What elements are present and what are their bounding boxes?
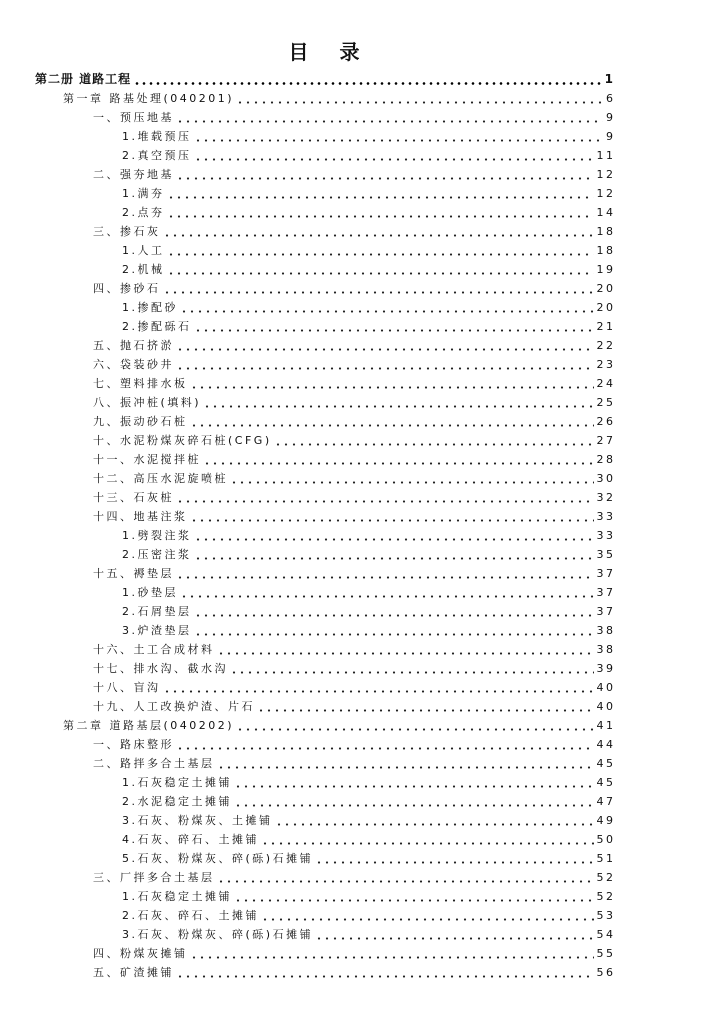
toc-entry-title: 1.满夯 [122, 187, 165, 200]
toc-entry-page-number: 52 [596, 871, 616, 884]
toc-entry-page-number: 47 [596, 795, 616, 808]
toc-section-entry [35, 355, 616, 374]
toc-section-entry [35, 944, 616, 963]
toc-entry-title: 十、水泥粉煤灰碎石桩(CFG) [93, 434, 272, 447]
toc-dot-leader [234, 773, 594, 792]
toc-entry-page-number: 37 [596, 605, 616, 618]
toc-entry-title: 十三、石灰桩 [93, 491, 174, 504]
toc-subsection-entry [35, 545, 616, 564]
toc-chapter-entry [35, 89, 616, 108]
toc-dot-leader [234, 792, 594, 811]
toc-subsection-entry [35, 621, 616, 640]
toc-entry-title: 一、预压地基 [93, 111, 174, 124]
toc-entry-page-number: 38 [596, 624, 616, 637]
toc-dot-leader [217, 754, 594, 773]
toc-dot-leader [190, 507, 594, 526]
toc-entry-title: 2.水泥稳定土摊铺 [122, 795, 232, 808]
toc-entry-page-number: 50 [596, 833, 616, 846]
toc-subsection-entry [35, 887, 616, 906]
toc-entry-title: 1.劈裂注浆 [122, 529, 192, 542]
toc-entry-page-number: 1 [604, 72, 614, 86]
toc-entry-title: 十八、盲沟 [93, 681, 161, 694]
toc-entry-page-number: 24 [596, 377, 616, 390]
toc-entry-title: 2.机械 [122, 263, 165, 276]
toc-entry-title: 十六、土工合成材料 [93, 643, 215, 656]
toc-dot-leader [236, 716, 593, 735]
toc-subsection-entry [35, 811, 616, 830]
toc-dot-leader [194, 621, 594, 640]
toc-dot-leader [234, 887, 594, 906]
toc-entry-page-number: 11 [596, 149, 616, 162]
toc-subsection-entry [35, 602, 616, 621]
toc-entry-title: 4.石灰、碎石、土摊铺 [122, 833, 259, 846]
toc-dot-leader [194, 526, 594, 545]
toc-dot-leader [194, 146, 594, 165]
toc-dot-leader [257, 697, 594, 716]
toc-entry-page-number: 38 [596, 643, 616, 656]
toc-dot-leader [167, 241, 594, 260]
toc-section-entry [35, 640, 616, 659]
toc-entry-page-number: 12 [596, 168, 616, 181]
toc-entry-title: 第一章 路基处理(040201) [63, 92, 235, 105]
toc-dot-leader [190, 944, 594, 963]
toc-subsection-entry [35, 298, 616, 317]
toc-dot-leader [261, 906, 594, 925]
toc-dot-leader [275, 811, 594, 830]
toc-entry-page-number: 6 [606, 92, 616, 105]
toc-entry-title: 四、掺砂石 [93, 282, 161, 295]
toc-section-entry [35, 868, 616, 887]
toc-entry-page-number: 12 [596, 187, 616, 200]
toc-entry-page-number: 49 [596, 814, 616, 827]
toc-subsection-entry [35, 773, 616, 792]
toc-dot-leader [194, 127, 604, 146]
toc-subsection-entry [35, 184, 616, 203]
toc-entry-title: 第二章 道路基层(040202) [63, 719, 235, 732]
toc-entry-page-number: 9 [606, 130, 616, 143]
toc-entry-page-number: 30 [596, 472, 616, 485]
toc-section-entry [35, 659, 616, 678]
toc-section-entry [35, 963, 616, 982]
toc-section-entry [35, 488, 616, 507]
toc-subsection-entry [35, 127, 616, 146]
toc-entry-page-number: 33 [596, 529, 616, 542]
toc-entry-page-number: 28 [596, 453, 616, 466]
toc-entry-page-number: 35 [596, 548, 616, 561]
toc-dot-leader [180, 298, 594, 317]
toc-entry-page-number: 45 [596, 757, 616, 770]
toc-subsection-entry [35, 849, 616, 868]
toc-section-entry [35, 336, 616, 355]
toc-entry-title: 三、厂拌多合土基层 [93, 871, 215, 884]
toc-chapter-entry [35, 716, 616, 735]
toc-entry-title: 六、袋装砂井 [93, 358, 174, 371]
toc-dot-leader [261, 830, 594, 849]
toc-section-entry [35, 165, 616, 184]
toc-dot-leader [176, 336, 594, 355]
toc-dot-leader [230, 469, 594, 488]
toc-entry-title: 第二册 道路工程 [35, 72, 132, 86]
toc-entry-title: 2.掺配砾石 [122, 320, 192, 333]
toc-dot-leader [194, 602, 594, 621]
toc-entry-page-number: 18 [596, 244, 616, 257]
toc-dot-leader [180, 583, 594, 602]
toc-dot-leader [236, 89, 603, 108]
toc-section-entry [35, 450, 616, 469]
toc-dot-leader [274, 431, 594, 450]
toc-section-entry [35, 564, 616, 583]
toc-entry-page-number: 33 [596, 510, 616, 523]
toc-section-entry [35, 431, 616, 450]
toc-entry-title: 1.砂垫层 [122, 586, 178, 599]
toc-entry-page-number: 21 [596, 320, 616, 333]
toc-dot-leader [167, 203, 594, 222]
toc-section-entry [35, 678, 616, 697]
toc-entry-title: 2.石灰、碎石、土摊铺 [122, 909, 259, 922]
toc-entry-page-number: 23 [596, 358, 616, 371]
toc-subsection-entry [35, 792, 616, 811]
toc-subsection-entry [35, 906, 616, 925]
toc-section-entry [35, 469, 616, 488]
toc-dot-leader [176, 355, 594, 374]
toc-dot-leader [190, 412, 594, 431]
toc-entry-title: 四、粉煤灰摊铺 [93, 947, 188, 960]
toc-section-entry [35, 697, 616, 716]
toc-subsection-entry [35, 925, 616, 944]
toc-section-entry [35, 108, 616, 127]
toc-entry-page-number: 19 [596, 263, 616, 276]
toc-section-entry [35, 507, 616, 526]
toc-section-entry [35, 393, 616, 412]
toc-entry-title: 3.石灰、粉煤灰、土摊铺 [122, 814, 273, 827]
toc-entry-page-number: 37 [596, 567, 616, 580]
toc-entry-title: 一、路床整形 [93, 738, 174, 751]
toc-entry-title: 2.压密注浆 [122, 548, 192, 561]
toc-entry-title: 1.人工 [122, 244, 165, 257]
toc-section-entry [35, 279, 616, 298]
toc-entry-page-number: 26 [596, 415, 616, 428]
toc-section-entry [35, 754, 616, 773]
toc-entry-page-number: 54 [596, 928, 616, 941]
toc-entry-page-number: 53 [596, 909, 616, 922]
toc-volume-entry [35, 70, 613, 89]
toc-entry-page-number: 51 [596, 852, 616, 865]
toc-subsection-entry [35, 526, 616, 545]
toc-dot-leader [194, 545, 594, 564]
toc-dot-leader [230, 659, 594, 678]
toc-section-entry [35, 374, 616, 393]
toc-entry-title: 1.掺配砂 [122, 301, 178, 314]
toc-entry-page-number: 25 [596, 396, 616, 409]
toc-entry-title: 2.点夯 [122, 206, 165, 219]
toc-section-entry [35, 412, 616, 431]
toc-dot-leader [217, 868, 594, 887]
toc-entry-title: 二、强夯地基 [93, 168, 174, 181]
toc-entry-page-number: 32 [596, 491, 616, 504]
toc-entry-title: 十七、排水沟、截水沟 [93, 662, 228, 675]
toc-entry-page-number: 22 [596, 339, 616, 352]
toc-dot-leader [315, 925, 593, 944]
toc-entry-page-number: 41 [596, 719, 616, 732]
toc-dot-leader [176, 488, 594, 507]
toc-entry-title: 2.真空预压 [122, 149, 192, 162]
toc-dot-leader [176, 564, 594, 583]
toc-dot-leader [203, 393, 593, 412]
toc-entry-title: 1.堆载预压 [122, 130, 192, 143]
page-title: 目 录 [288, 40, 372, 64]
toc-entry-title: 十九、人工改换炉渣、片石 [93, 700, 255, 713]
toc-entry-title: 1.石灰稳定土摊铺 [122, 776, 232, 789]
toc-subsection-entry [35, 830, 616, 849]
toc-dot-leader [217, 640, 594, 659]
toc-subsection-entry [35, 260, 616, 279]
toc-dot-leader [163, 279, 594, 298]
toc-entry-title: 二、路拌多合土基层 [93, 757, 215, 770]
toc-entry-title: 十一、水泥搅拌桩 [93, 453, 201, 466]
toc-subsection-entry [35, 241, 616, 260]
toc-dot-leader [203, 450, 594, 469]
toc-entry-page-number: 39 [596, 662, 616, 675]
toc-entry-page-number: 40 [596, 700, 616, 713]
toc-entry-title: 八、振冲桩(填料) [93, 396, 202, 409]
toc-dot-leader [315, 849, 593, 868]
toc-entry-page-number: 45 [596, 776, 616, 789]
toc-entry-title: 五、矿渣摊铺 [93, 966, 174, 979]
toc-entry-page-number: 18 [596, 225, 616, 238]
toc-entry-title: 三、掺石灰 [93, 225, 161, 238]
toc-entry-title: 3.炉渣垫层 [122, 624, 192, 637]
toc-entry-page-number: 56 [596, 966, 616, 979]
toc-subsection-entry [35, 203, 616, 222]
toc-entry-page-number: 9 [606, 111, 616, 124]
toc-dot-leader [167, 184, 594, 203]
toc-dot-leader [176, 108, 603, 127]
toc-dot-leader [176, 165, 594, 184]
toc-dot-leader [133, 70, 601, 89]
toc-entry-title: 十二、高压水泥旋喷桩 [93, 472, 228, 485]
toc-dot-leader [167, 260, 594, 279]
toc-section-entry [35, 735, 616, 754]
toc-entry-title: 十五、褥垫层 [93, 567, 174, 580]
toc-dot-leader [163, 678, 594, 697]
toc-entry-title: 2.石屑垫层 [122, 605, 192, 618]
toc-entry-page-number: 20 [596, 301, 616, 314]
toc-dot-leader [176, 963, 594, 982]
toc-subsection-entry [35, 146, 616, 165]
toc-entry-page-number: 27 [596, 434, 616, 447]
toc-entry-page-number: 14 [596, 206, 616, 219]
toc-entry-page-number: 20 [596, 282, 616, 295]
toc-dot-leader [163, 222, 594, 241]
toc-entry-page-number: 44 [596, 738, 616, 751]
toc-entry-title: 七、塑料排水板 [93, 377, 188, 390]
toc-entry-title: 十四、地基注浆 [93, 510, 188, 523]
toc-dot-leader [176, 735, 594, 754]
toc-dot-leader [190, 374, 594, 393]
toc-entry-page-number: 37 [596, 586, 616, 599]
toc-entry-title: 五、抛石挤淤 [93, 339, 174, 352]
toc-entry-title: 1.石灰稳定土摊铺 [122, 890, 232, 903]
toc-subsection-entry [35, 317, 616, 336]
toc-entry-page-number: 52 [596, 890, 616, 903]
toc-entry-page-number: 40 [596, 681, 616, 694]
table-of-contents [35, 70, 616, 982]
toc-entry-title: 九、振动砂石桩 [93, 415, 188, 428]
toc-entry-title: 3.石灰、粉煤灰、碎(砾)石摊铺 [122, 928, 314, 941]
toc-dot-leader [194, 317, 594, 336]
toc-entry-page-number: 55 [596, 947, 616, 960]
toc-subsection-entry [35, 583, 616, 602]
toc-entry-title: 5.石灰、粉煤灰、碎(砾)石摊铺 [122, 852, 314, 865]
toc-section-entry [35, 222, 616, 241]
